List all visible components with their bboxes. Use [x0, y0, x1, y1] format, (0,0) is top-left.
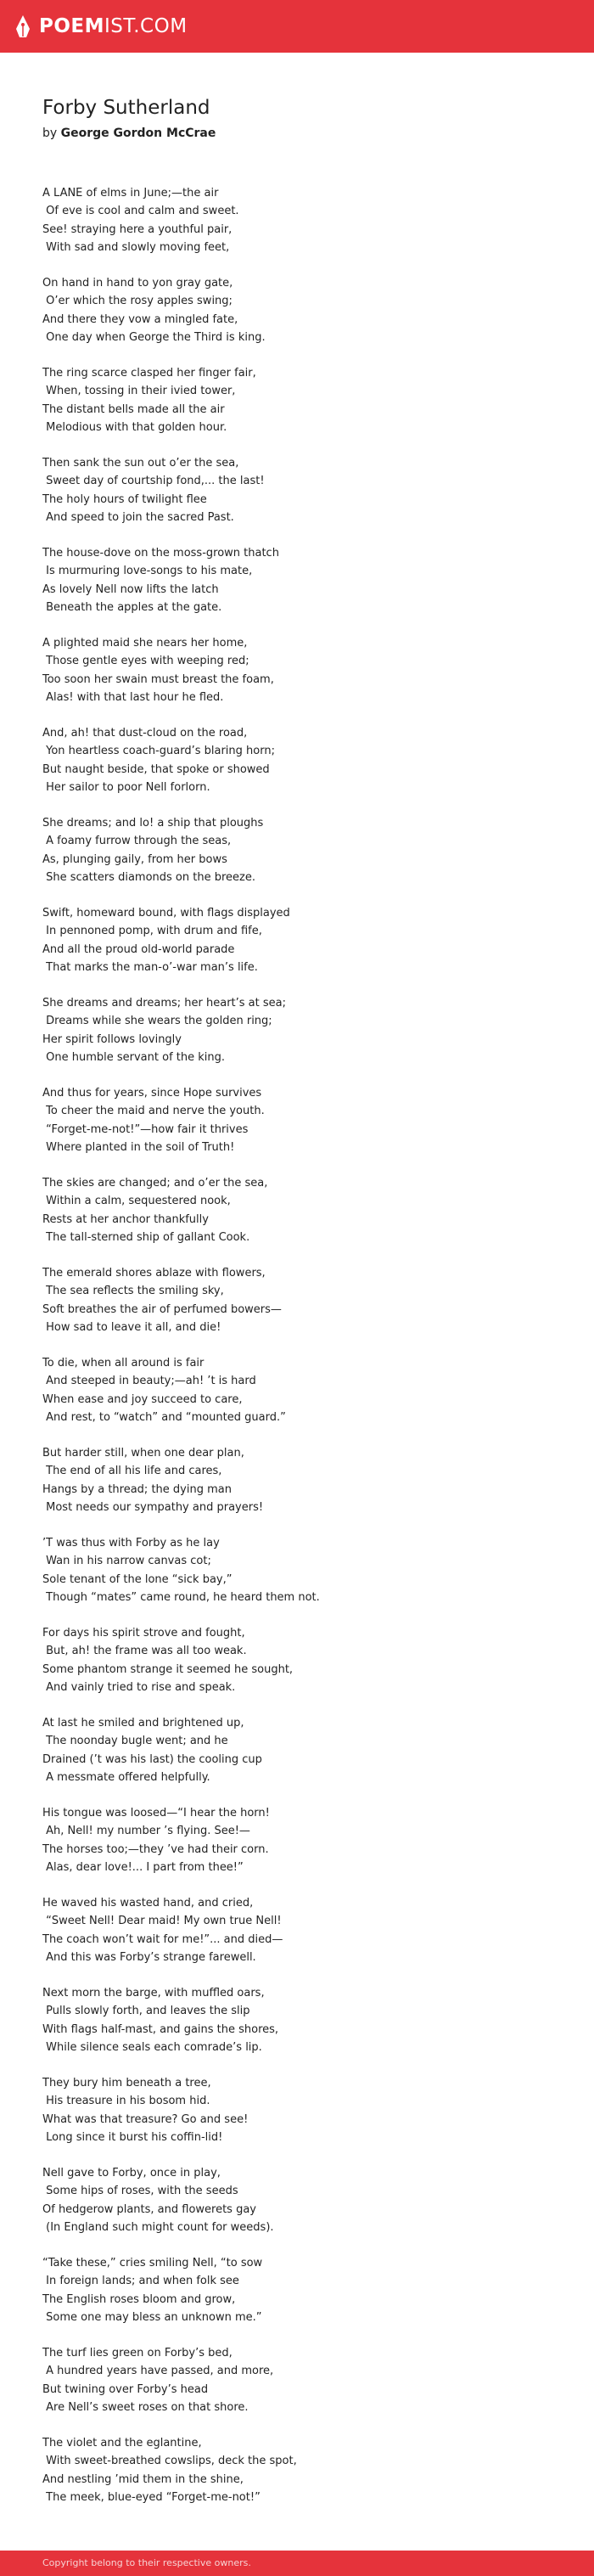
poem-line: The house-dove on the moss-grown thatch: [42, 547, 279, 560]
poem-line: The skies are changed; and o’er the sea,: [42, 1177, 268, 1190]
poem-line: Of hedgerow plants, and flowerets gay: [42, 2202, 256, 2216]
stanza: [42, 364, 569, 436]
poem-line: But harder still, when one dear plan,: [42, 1447, 244, 1460]
poem-line: And nestling ’mid them in the shine,: [42, 2472, 244, 2486]
poem-line: Those gentle eyes with weeping red;: [42, 655, 249, 668]
poem-line: Some one may bless an unknown me.”: [42, 2310, 262, 2324]
poem-line: “Sweet Nell! Dear maid! My own true Nell!: [42, 1915, 282, 1928]
poem-line: Next morn the barge, with muffled oars,: [42, 1987, 265, 1999]
poem-line: And all the proud old-world parade: [42, 942, 235, 956]
stanza: [42, 2344, 569, 2416]
poem-line: For days his spirit strove and fought,: [42, 1627, 245, 1640]
poem-line: One day when George the Third is king.: [42, 330, 266, 344]
poem-line: That marks the man-o’-war man’s life.: [42, 960, 258, 974]
poem-line: And rest, to “watch” and “mounted guard.”: [42, 1410, 286, 1424]
poem-line: They bury him beneath a tree,: [42, 2077, 211, 2089]
poem-line: Within a calm, sequestered nook,: [42, 1195, 231, 1208]
poem-line: Dreams while she wears the golden ring;: [42, 1015, 272, 1028]
poem-line: The end of all his life and cares,: [42, 1465, 222, 1478]
author-link[interactable]: George Gordon McCrae: [60, 127, 216, 140]
poem-line: A messmate offered helpfully.: [42, 1770, 210, 1784]
logo-wordmark: [39, 11, 188, 42]
poem-line: A foamy furrow through the seas,: [42, 835, 232, 848]
poem-line: With flags half-mast, and gains the shores,: [42, 2022, 279, 2036]
poem-line: Her sailor to poor Nell forlorn.: [42, 780, 210, 794]
poem-line: But twining over Forby’s head: [42, 2382, 209, 2396]
poem-line: Yon heartless coach-guard’s blaring horn;: [42, 745, 275, 758]
stanza: [42, 454, 569, 526]
poem-line: Most needs our sympathy and prayers!: [42, 1500, 264, 1514]
poem-line: And vainly tried to rise and speak.: [42, 1680, 236, 1694]
poem-line: The sea reflects the smiling sky,: [42, 1285, 224, 1298]
poem-line: But, ah! the frame was all too weak.: [42, 1645, 247, 1658]
poem-line: One humble servant of the king.: [42, 1050, 226, 1064]
poem-line: The tall-sterned ship of gallant Cook.: [42, 1230, 250, 1244]
poem-line: Long since it burst his coffin-lid!: [42, 2130, 223, 2144]
poem-line: Her spirit follows lovingly: [42, 1032, 182, 1046]
poem-line: Sole tenant of the lone “sick bay,”: [42, 1572, 233, 1586]
poem-line: ’T was thus with Forby as he lay: [42, 1537, 220, 1550]
poem-line: And speed to join the sacred Past.: [42, 510, 234, 524]
poem-line: She dreams and dreams; her heart’s at sea;: [42, 997, 286, 1010]
poem-body: [42, 184, 569, 2524]
stanza: [42, 1084, 569, 1156]
poem-line: Pulls slowly forth, and leaves the slip: [42, 2005, 250, 2018]
poem-line: On hand in hand to yon gray gate,: [42, 277, 233, 290]
poem-line: Sweet day of courtship fond,... the last!: [42, 475, 265, 488]
poem-line: Alas! with that last hour he fled.: [42, 690, 224, 704]
poem-line: Some hips of roses, with the seeds: [42, 2185, 238, 2198]
byline: [42, 125, 216, 142]
poem-line: Some phantom strange it seemed he sought,: [42, 1662, 294, 1676]
poem-line: The horses too;—they ’ve had their corn.: [42, 1842, 269, 1856]
stanza: [42, 1444, 569, 1516]
poem-line: When ease and joy succeed to care,: [42, 1392, 243, 1406]
poem-line: Is murmuring love-songs to his mate,: [42, 565, 253, 578]
poem-line: Beneath the apples at the gate.: [42, 600, 222, 614]
poem-line: The English roses bloom and grow,: [42, 2292, 236, 2306]
stanza: [42, 1714, 569, 1786]
poem-line: And, ah! that dust-cloud on the road,: [42, 727, 248, 740]
poem-line: Too soon her swain must breast the foam,: [42, 672, 274, 686]
poem-line: How sad to leave it all, and die!: [42, 1320, 221, 1334]
poem-line: Rests at her anchor thankfully: [42, 1212, 209, 1226]
poem-line: She dreams; and lo! a ship that ploughs: [42, 817, 264, 830]
stanza: [42, 1984, 569, 2056]
poem-line: As, plunging gaily, from her bows: [42, 852, 227, 866]
poem-line: Wan in his narrow canvas cot;: [42, 1555, 211, 1568]
site-logo[interactable]: [15, 11, 188, 42]
poem-line: Where planted in the soil of Truth!: [42, 1140, 235, 1154]
poem-line: As lovely Nell now lifts the latch: [42, 582, 219, 596]
logo-text-strong: POEM: [39, 15, 105, 37]
stanza: [42, 2074, 569, 2146]
poem-line: The meek, blue-eyed “Forget-me-not!”: [42, 2490, 261, 2504]
poem-title: Forby Sutherland: [42, 97, 210, 119]
poem-line: With sweet-breathed cowslips, deck the spot,: [42, 2455, 297, 2468]
poem-line: O’er which the rosy apples swing;: [42, 295, 233, 308]
stanza: [42, 1534, 569, 1606]
poem-line: The emerald shores ablaze with flowers,: [42, 1267, 266, 1280]
poem-line: And thus for years, since Hope survives: [42, 1087, 262, 1100]
poem-line: Drained (’t was his last) the cooling cup: [42, 1752, 262, 1766]
logo-text-light: IST.COM: [104, 15, 188, 37]
byline-prefix: by: [42, 127, 58, 140]
poem-line: A LANE of elms in June;—the air: [42, 187, 219, 200]
poem-line: In pennoned pomp, with drum and fife,: [42, 925, 262, 938]
stanza: [42, 2254, 569, 2326]
site-header: [0, 0, 594, 53]
poem-line: In foreign lands; and when folk see: [42, 2275, 239, 2288]
stanza: [42, 814, 569, 886]
poem-line: While silence seals each comrade’s lip.: [42, 2040, 262, 2054]
poem-line: The holy hours of twilight flee: [42, 492, 207, 506]
poem-line: Melodious with that golden hour.: [42, 420, 227, 434]
poem-line: And this was Forby’s strange farewell.: [42, 1950, 256, 1964]
poem-line: The noonday bugle went; and he: [42, 1735, 228, 1748]
poem-line: The ring scarce clasped her finger fair,: [42, 367, 256, 380]
poem-line: Nell gave to Forby, once in play,: [42, 2167, 221, 2179]
stanza: [42, 1804, 569, 1876]
poem-line: And there they vow a mingled fate,: [42, 312, 238, 326]
poem-line: The distant bells made all the air: [42, 402, 225, 416]
poem-line: A hundred years have passed, and more,: [42, 2365, 274, 2378]
poem-line: The coach won’t wait for me!”... and died—: [42, 1932, 283, 1946]
stanza: [42, 1174, 569, 1246]
poem-line: Ah, Nell! my number ’s flying. See!—: [42, 1825, 250, 1838]
poem-line: The turf lies green on Forby’s bed,: [42, 2347, 233, 2359]
poem-line: Soft breathes the air of perfumed bowers—: [42, 1302, 282, 1316]
poem-line: His treasure in his bosom hid.: [42, 2095, 210, 2108]
site-footer: [0, 2551, 594, 2576]
stanza: [42, 634, 569, 706]
poem-line: To cheer the maid and nerve the youth.: [42, 1105, 265, 1118]
poem-line: Are Nell’s sweet roses on that shore.: [42, 2400, 249, 2414]
poem-line: Though “mates” came round, he heard them not.: [42, 1590, 320, 1604]
poem-line: Swift, homeward bound, with flags displayed: [42, 907, 290, 920]
poem-line: When, tossing in their ivied tower,: [42, 385, 236, 398]
poem-line: To die, when all around is fair: [42, 1357, 205, 1370]
poem-line: But naught beside, that spoke or showed: [42, 762, 270, 776]
stanza: [42, 274, 569, 346]
stanza: [42, 544, 569, 616]
poem-line: His tongue was loosed—“I hear the horn!: [42, 1807, 270, 1820]
poem-line: With sad and slowly moving feet,: [42, 240, 230, 254]
poem-line: “Forget-me-not!”—how fair it thrives: [42, 1122, 249, 1136]
poem-line: Alas, dear love!... I part from thee!”: [42, 1860, 244, 1874]
stanza: [42, 1624, 569, 1696]
copyright-text: Copyright belong to their respective owners.: [42, 2557, 251, 2568]
stanza: [42, 2434, 569, 2506]
poem-line: She scatters diamonds on the breeze.: [42, 870, 255, 884]
poem-line: He waved his wasted hand, and cried,: [42, 1897, 254, 1910]
stanza: [42, 904, 569, 976]
stanza: [42, 2164, 569, 2236]
poem-line: At last he smiled and brightened up,: [42, 1717, 244, 1730]
stanza: [42, 1264, 569, 1336]
poem-line: What was that treasure? Go and see!: [42, 2112, 249, 2126]
poem-line: (In England such might count for weeds).: [42, 2220, 274, 2234]
poem-line: Then sank the sun out o’er the sea,: [42, 457, 239, 470]
stanza: [42, 724, 569, 796]
poem-line: Hangs by a thread; the dying man: [42, 1482, 232, 1496]
stanza: [42, 1354, 569, 1426]
poem-line: See! straying here a youthful pair,: [42, 222, 233, 236]
poem-line: “Take these,” cries smiling Nell, “to sow: [42, 2257, 263, 2269]
stanza: [42, 184, 569, 256]
poem-line: The violet and the eglantine,: [42, 2437, 202, 2449]
poem-line: Of eve is cool and calm and sweet.: [42, 205, 239, 218]
stanza: [42, 994, 569, 1066]
stanza: [42, 1894, 569, 1966]
poem-line: And steeped in beauty;—ah! ’t is hard: [42, 1375, 256, 1388]
pen-nib-icon: [15, 14, 31, 38]
poem-line: A plighted maid she nears her home,: [42, 637, 248, 650]
